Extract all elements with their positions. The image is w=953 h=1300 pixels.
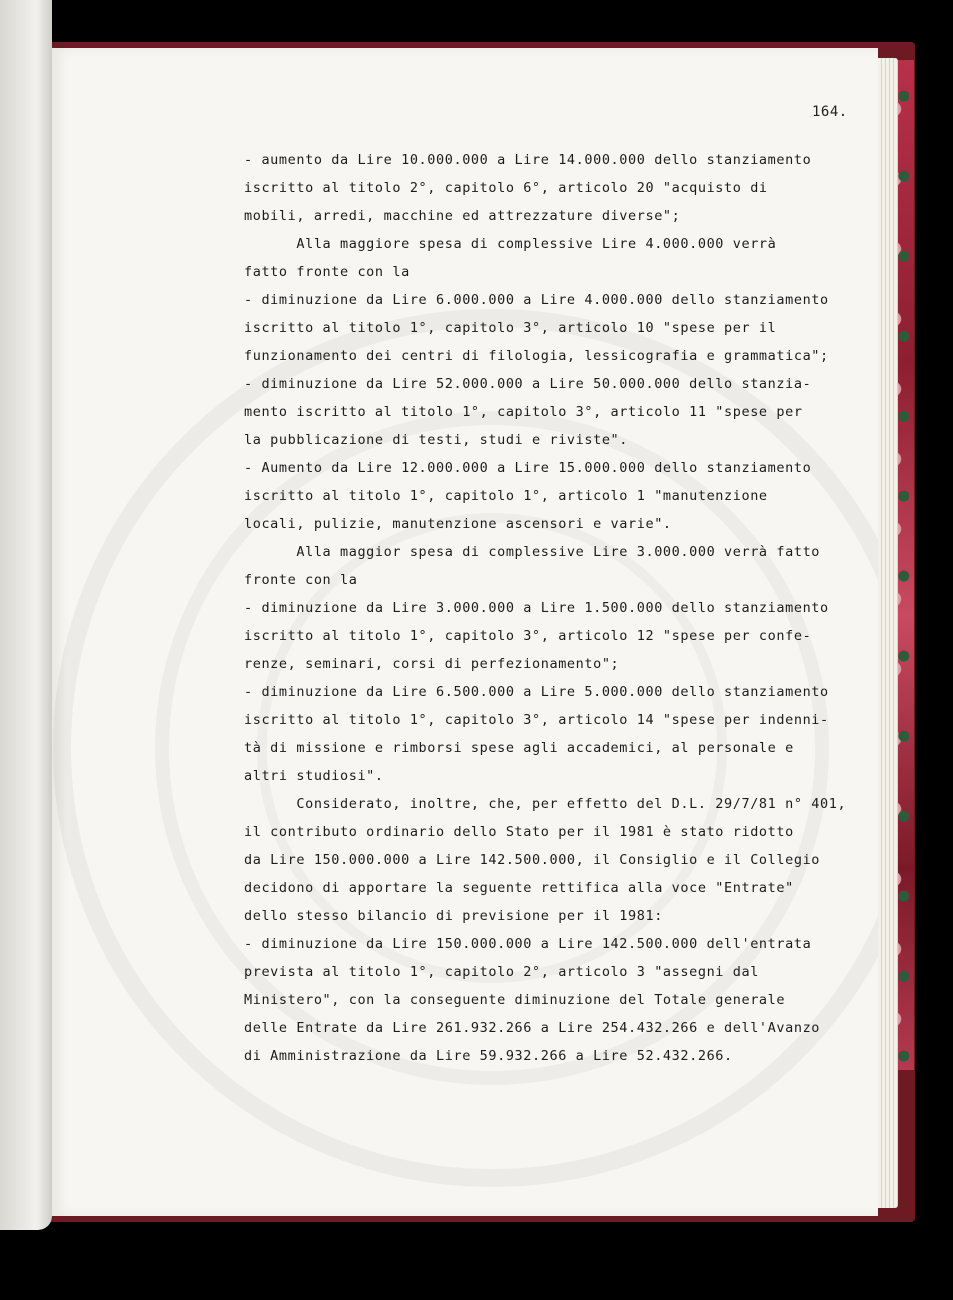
text-line: - diminuzione da Lire 150.000.000 a Lire 142.500.000 dell'entrata bbox=[244, 936, 812, 952]
text-line: iscritto al titolo 1°, capitolo 3°, articolo 10 "spese per il bbox=[244, 320, 777, 336]
text-line: di Amministrazione da Lire 59.932.266 a Lire 52.432.266. bbox=[244, 1048, 733, 1064]
text-line: tà di missione e rimborsi spese agli accademici, al personale e bbox=[244, 740, 794, 756]
text-line: altri studiosi". bbox=[244, 768, 384, 784]
text-line: - diminuzione da Lire 52.000.000 a Lire 50.000.000 dello stanzia- bbox=[244, 376, 812, 392]
text-line: decidono di apportare la seguente rettifica alla voce "Entrate" bbox=[244, 880, 794, 896]
body-text bbox=[244, 146, 847, 1070]
text-line: il contributo ordinario dello Stato per il 1981 è stato ridotto bbox=[244, 824, 794, 840]
page-number: 164. bbox=[812, 104, 848, 120]
text-line: delle Entrate da Lire 261.932.266 a Lire 254.432.266 e dell'Avanzo bbox=[244, 1020, 821, 1036]
text-line: mobili, arredi, macchine ed attrezzature diverse"; bbox=[244, 208, 681, 224]
document-page bbox=[52, 48, 878, 1216]
text-line: la pubblicazione di testi, studi e riviste". bbox=[244, 432, 629, 448]
text-line: mento iscritto al titolo 1°, capitolo 3°, articolo 11 "spese per bbox=[244, 404, 803, 420]
text-line: iscritto al titolo 1°, capitolo 3°, articolo 14 "spese per indenni- bbox=[244, 712, 829, 728]
text-line: fronte con la bbox=[244, 572, 358, 588]
left-page bbox=[0, 0, 52, 1230]
text-line: Considerato, inoltre, che, per effetto del D.L. 29/7/81 n° 401, bbox=[244, 796, 847, 812]
text-line: Alla maggior spesa di complessive Lire 3.000.000 verrà fatto bbox=[244, 544, 821, 560]
text-line: - diminuzione da Lire 6.000.000 a Lire 4.000.000 dello stanziamento bbox=[244, 292, 829, 308]
text-line: Ministero", con la conseguente diminuzione del Totale generale bbox=[244, 992, 786, 1008]
text-line: dello stesso bilancio di previsione per il 1981: bbox=[244, 908, 663, 924]
text-line: locali, pulizie, manutenzione ascensori e varie". bbox=[244, 516, 672, 532]
text-line: - aumento da Lire 10.000.000 a Lire 14.000.000 dello stanziamento bbox=[244, 152, 812, 168]
text-line: renze, seminari, corsi di perfezionamento"; bbox=[244, 656, 620, 672]
text-line: iscritto al titolo 1°, capitolo 3°, articolo 12 "spese per confe- bbox=[244, 628, 812, 644]
text-line: - diminuzione da Lire 6.500.000 a Lire 5.000.000 dello stanziamento bbox=[244, 684, 829, 700]
text-line: Alla maggiore spesa di complessive Lire 4.000.000 verrà bbox=[244, 236, 777, 252]
text-line: prevista al titolo 1°, capitolo 2°, articolo 3 "assegni dal bbox=[244, 964, 759, 980]
text-line: - diminuzione da Lire 3.000.000 a Lire 1.500.000 dello stanziamento bbox=[244, 600, 829, 616]
text-line: funzionamento dei centri di filologia, lessicografia e grammatica"; bbox=[244, 348, 829, 364]
text-line: fatto fronte con la bbox=[244, 264, 410, 280]
text-line: iscritto al titolo 1°, capitolo 1°, articolo 1 "manutenzione bbox=[244, 488, 768, 504]
text-line: iscritto al titolo 2°, capitolo 6°, articolo 20 "acquisto di bbox=[244, 180, 768, 196]
text-line: - Aumento da Lire 12.000.000 a Lire 15.000.000 dello stanziamento bbox=[244, 460, 812, 476]
text-line: da Lire 150.000.000 a Lire 142.500.000, il Consiglio e il Collegio bbox=[244, 852, 821, 868]
